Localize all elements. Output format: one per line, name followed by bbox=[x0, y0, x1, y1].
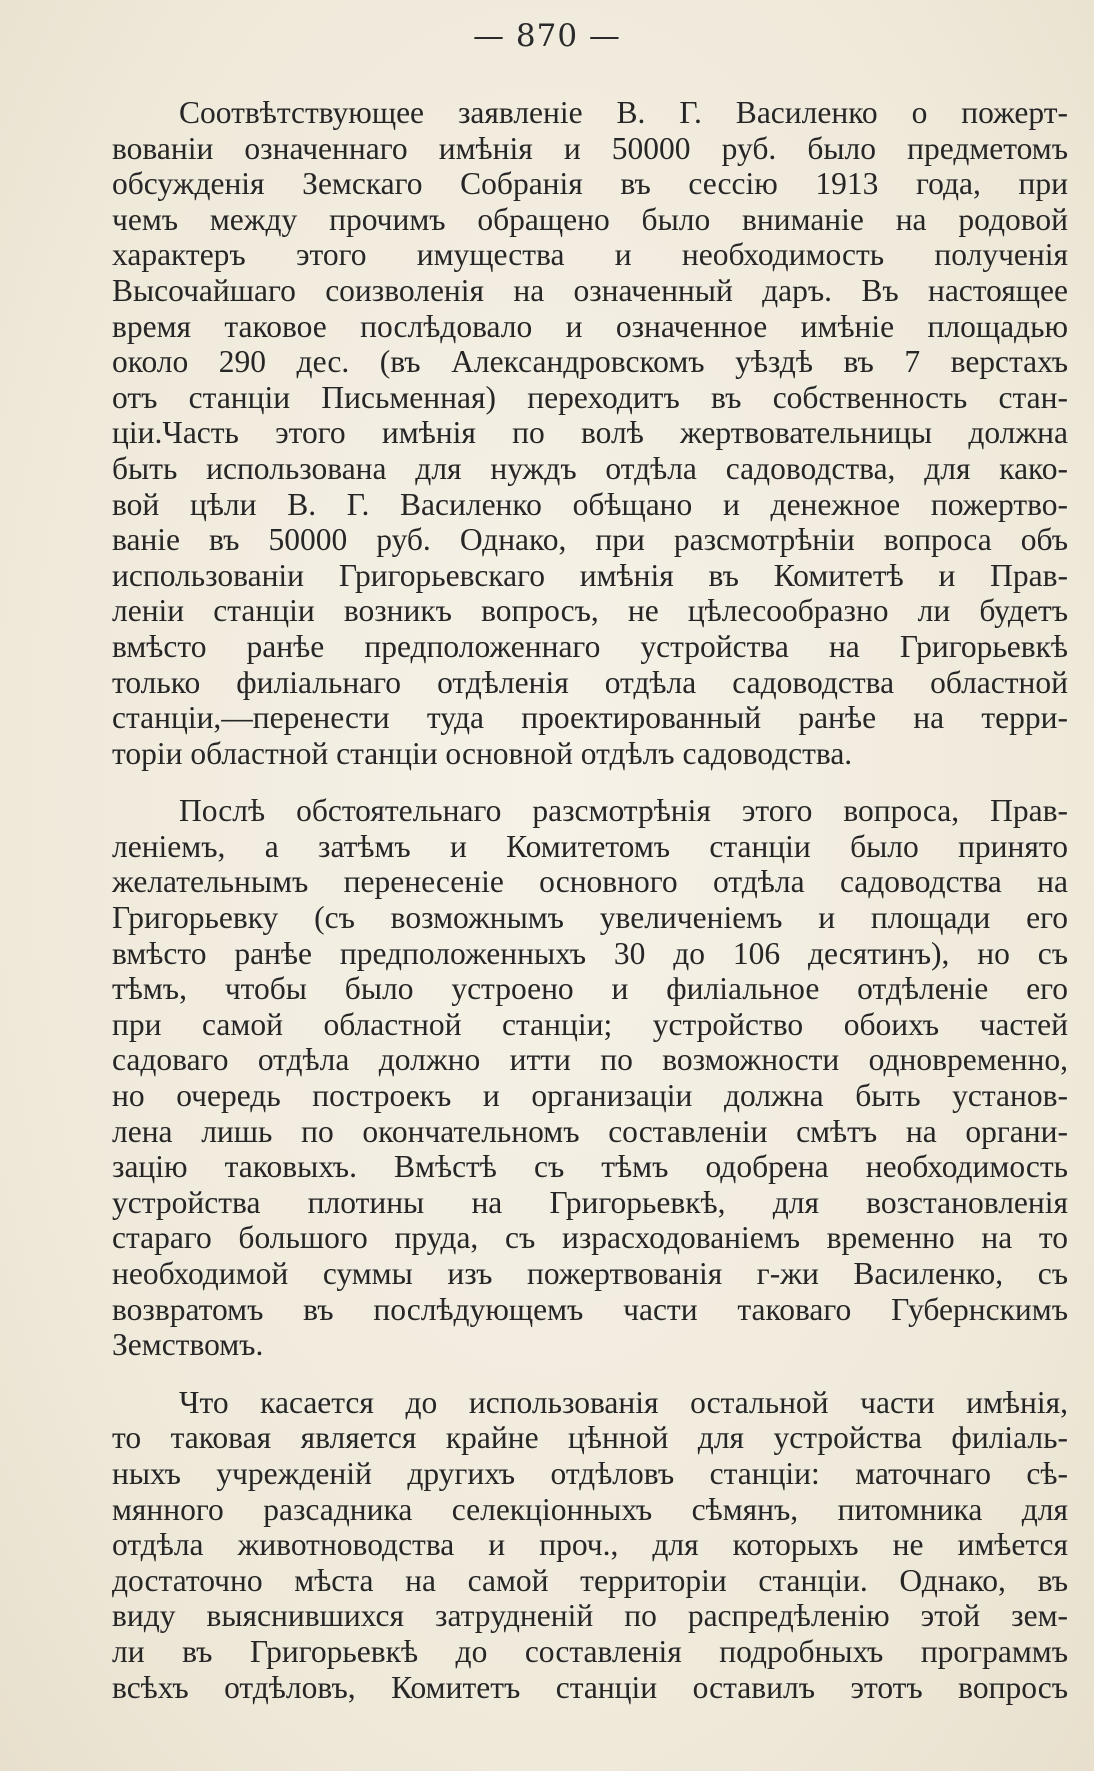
text-line: только филіальнаго отдѣленія отдѣла садоводства областной bbox=[112, 664, 1068, 700]
text-line: обсужденія Земскаго Собранія въ сессію 1913 года, при bbox=[112, 166, 1068, 202]
text-line: зацію таковыхъ. Вмѣстѣ съ тѣмъ одобрена необходимость bbox=[112, 1149, 1068, 1185]
text-line: время таковое послѣдовало и означенное имѣніе площадью bbox=[112, 308, 1068, 344]
text-line: Земствомъ. bbox=[112, 1327, 264, 1363]
paragraph bbox=[112, 1385, 1068, 1705]
text-line: при самой областной станціи; устройство обоихъ частей bbox=[112, 1006, 1068, 1042]
text-line: Соотвѣтствующее заявленіе В. Г. Василенко о пожерт- bbox=[179, 95, 1068, 130]
paragraph bbox=[112, 95, 1068, 771]
text-line: необходимой суммы изъ пожертвованія г-жи Василенко, съ bbox=[112, 1256, 1068, 1291]
text-line: характеръ этого имущества и необходимость полученія bbox=[112, 237, 1068, 273]
text-line: достаточно мѣста на самой территоріи станціи. Однако, въ bbox=[112, 1562, 1068, 1598]
text-line: тѣмъ, чтобы было устроено и филіальное отдѣленіе его bbox=[112, 971, 1068, 1007]
text-line: леніемъ, а затѣмъ и Комитетомъ станціи было принято bbox=[112, 828, 1068, 864]
text-line: садоваго отдѣла должно итти по возможности одновременно, bbox=[112, 1042, 1068, 1078]
text-line: вмѣсто ранѣе предположеннаго устройства на Григорьевкѣ bbox=[112, 628, 1068, 664]
page-number: — 870 — bbox=[473, 18, 621, 54]
text-line: использованіи Григорьевскаго имѣнія въ Комитетѣ и Прав- bbox=[112, 557, 1068, 593]
text-line: быть использована для нуждъ отдѣла садоводства, для како- bbox=[112, 450, 1068, 486]
text-line: около 290 дес. (въ Александровскомъ уѣздѣ въ 7 верстахъ bbox=[112, 344, 1068, 380]
text-line: виду выяснившихся затрудненій по распредѣленію этой зем- bbox=[112, 1598, 1068, 1634]
text-line: Послѣ обстоятельнаго разсмотрѣнія этого вопроса, Прав- bbox=[179, 793, 1068, 829]
text-line: лена лишь по окончательномъ составленіи смѣтъ на органи- bbox=[112, 1113, 1068, 1149]
text-line: всѣхъ отдѣловъ, Комитетъ станціи оставилъ этотъ вопросъ bbox=[112, 1669, 1068, 1705]
text-line: желательнымъ перенесеніе основного отдѣла садоводства на bbox=[112, 864, 1068, 900]
text-line: Что касается до использованія остальной части имѣнія, bbox=[179, 1384, 1068, 1420]
text-line: отдѣла животноводства и проч., для которыхъ не имѣется bbox=[112, 1527, 1068, 1563]
text-line: вованіи означеннаго имѣнія и 50000 руб. было предметомъ bbox=[112, 130, 1068, 166]
text-line: Григорьевку (съ возможнымъ увеличеніемъ и площади его bbox=[112, 900, 1068, 936]
text-line: устройства плотины на Григорьевкѣ, для возстановленія bbox=[112, 1184, 1068, 1220]
text-line: леніи станціи возникъ вопросъ, не цѣлесообразно ли будетъ bbox=[112, 593, 1068, 629]
text-line: ваніе въ 50000 руб. Однако, при разсмотрѣніи вопроса объ bbox=[112, 522, 1068, 558]
text-line: то таковая является крайне цѣнной для устройства филіаль- bbox=[112, 1420, 1068, 1456]
paragraph bbox=[112, 793, 1068, 1363]
text-line: вой цѣли В. Г. Василенко обѣщано и денежное пожертво- bbox=[112, 486, 1068, 522]
text-line: мянного разсадника селекціонныхъ сѣмянъ, питомника для bbox=[112, 1491, 1068, 1527]
text-line: отъ станціи Письменная) переходитъ въ собственность стан- bbox=[112, 379, 1068, 415]
text-line: стараго большого пруда, съ израсходованіемъ временно на то bbox=[112, 1220, 1068, 1256]
text-line: чемъ между прочимъ обращено было вниманіе на родовой bbox=[112, 201, 1068, 237]
text-line: станціи,—перенести туда проектированный ранѣе на терри- bbox=[112, 700, 1068, 736]
text-line: торіи областной станціи основной отдѣлъ садоводства. bbox=[112, 735, 853, 771]
text-line: ныхъ учрежденій другихъ отдѣловъ станціи: маточнаго сѣ- bbox=[112, 1455, 1068, 1491]
text-line: ли въ Григорьевкѣ до составленія подробныхъ программъ bbox=[112, 1633, 1068, 1669]
text-column bbox=[112, 95, 1068, 1705]
text-line: но очередь построекъ и организаціи должна быть установ- bbox=[112, 1078, 1068, 1114]
text-line: ціи.Часть этого имѣнія по волѣ жертвовательницы должна bbox=[112, 415, 1068, 451]
text-line: вмѣсто ранѣе предположенныхъ 30 до 106 десятинъ), но съ bbox=[112, 935, 1068, 971]
text-line: возвратомъ въ послѣдующемъ части таковаго Губернскимъ bbox=[112, 1291, 1068, 1327]
text-line: Высочайшаго соизволенія на означенный даръ. Въ настоящее bbox=[112, 272, 1068, 308]
